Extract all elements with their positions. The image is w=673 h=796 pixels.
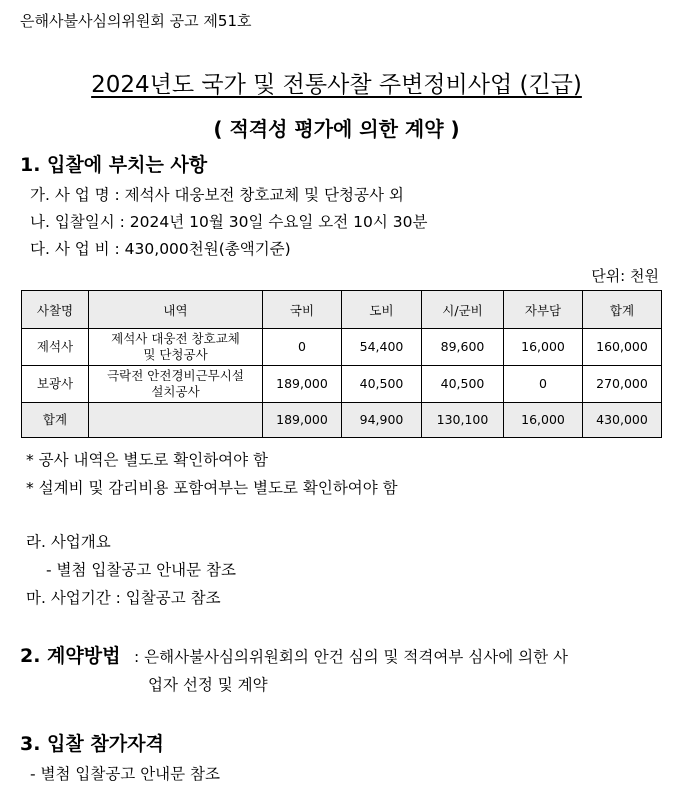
cell-total: 270,000 (583, 366, 662, 403)
note-2: * 설계비 및 감리비용 포함여부는 별도로 확인하여야 함 (26, 479, 398, 497)
budget-table (21, 290, 662, 438)
col-desc: 내역 (89, 291, 263, 329)
section3-heading: 3. 입찰 참가자격 (20, 733, 164, 755)
project-budget: 다. 사 업 비 : 430,000천원(총액기준) (30, 240, 291, 258)
project-name: 가. 사 업 명 : 제석사 대웅보전 창호교체 및 단청공사 외 (30, 186, 404, 204)
cell-total-label: 합계 (22, 403, 89, 438)
cell-temple: 제석사 (22, 329, 89, 366)
notice-header: 은해사불사심의위원회 공고 제51호 (20, 12, 252, 30)
cell-desc-line1: 극락전 안전경비근무시설 (107, 368, 244, 383)
col-self: 자부담 (504, 291, 583, 329)
cell-province: 40,500 (342, 366, 422, 403)
item-period: 마. 사업기간 : 입찰공고 참조 (26, 589, 221, 607)
contract-method-line1: : 은해사불사심의위원회의 안건 심의 및 적격여부 심사에 의한 사 (134, 648, 568, 666)
unit-label: 단위: 천원 (591, 267, 659, 285)
cell-total: 430,000 (583, 403, 662, 438)
cell-temple: 보광사 (22, 366, 89, 403)
cell-province: 94,900 (342, 403, 422, 438)
section1-heading: 1. 입찰에 부치는 사항 (20, 154, 208, 176)
eligibility-ref: - 별첨 입찰공고 안내문 참조 (30, 765, 221, 783)
item-overview-ref: - 별첨 입찰공고 안내문 참조 (46, 561, 237, 579)
cell-desc (89, 329, 263, 366)
col-province: 도비 (342, 291, 422, 329)
cell-national: 189,000 (263, 403, 342, 438)
cell-self: 16,000 (504, 329, 583, 366)
cell-desc-line2: 설치공사 (151, 384, 200, 399)
cell-national: 0 (263, 329, 342, 366)
note-1: * 공사 내역은 별도로 확인하여야 함 (26, 451, 269, 469)
col-city: 시/군비 (422, 291, 504, 329)
cell-city: 130,100 (422, 403, 504, 438)
cell-desc-line2: 및 단청공사 (143, 347, 208, 362)
table-total-row (22, 403, 662, 438)
section2-heading: 2. 계약방법 (20, 645, 121, 667)
cell-desc-line1: 제석사 대웅전 창호교체 (111, 331, 240, 346)
col-total: 합계 (583, 291, 662, 329)
table-header-row (22, 291, 662, 329)
cell-self: 16,000 (504, 403, 583, 438)
cell-city: 89,600 (422, 329, 504, 366)
cell-city: 40,500 (422, 366, 504, 403)
cell-self: 0 (504, 366, 583, 403)
col-temple: 사찰명 (22, 291, 89, 329)
col-national: 국비 (263, 291, 342, 329)
table-row (22, 329, 662, 366)
page-title: 2024년도 국가 및 전통사찰 주변정비사업 (긴급) (91, 72, 582, 98)
cell-empty (89, 403, 263, 438)
contract-method-line2: 업자 선정 및 계약 (148, 676, 268, 694)
bid-datetime: 나. 입찰일시 : 2024년 10월 30일 수요일 오전 10시 30분 (30, 213, 428, 231)
page-subtitle: ( 적격성 평가에 의한 계약 ) (213, 117, 460, 141)
item-overview: 라. 사업개요 (26, 533, 111, 551)
table-row (22, 366, 662, 403)
cell-desc (89, 366, 263, 403)
cell-total: 160,000 (583, 329, 662, 366)
cell-national: 189,000 (263, 366, 342, 403)
cell-province: 54,400 (342, 329, 422, 366)
